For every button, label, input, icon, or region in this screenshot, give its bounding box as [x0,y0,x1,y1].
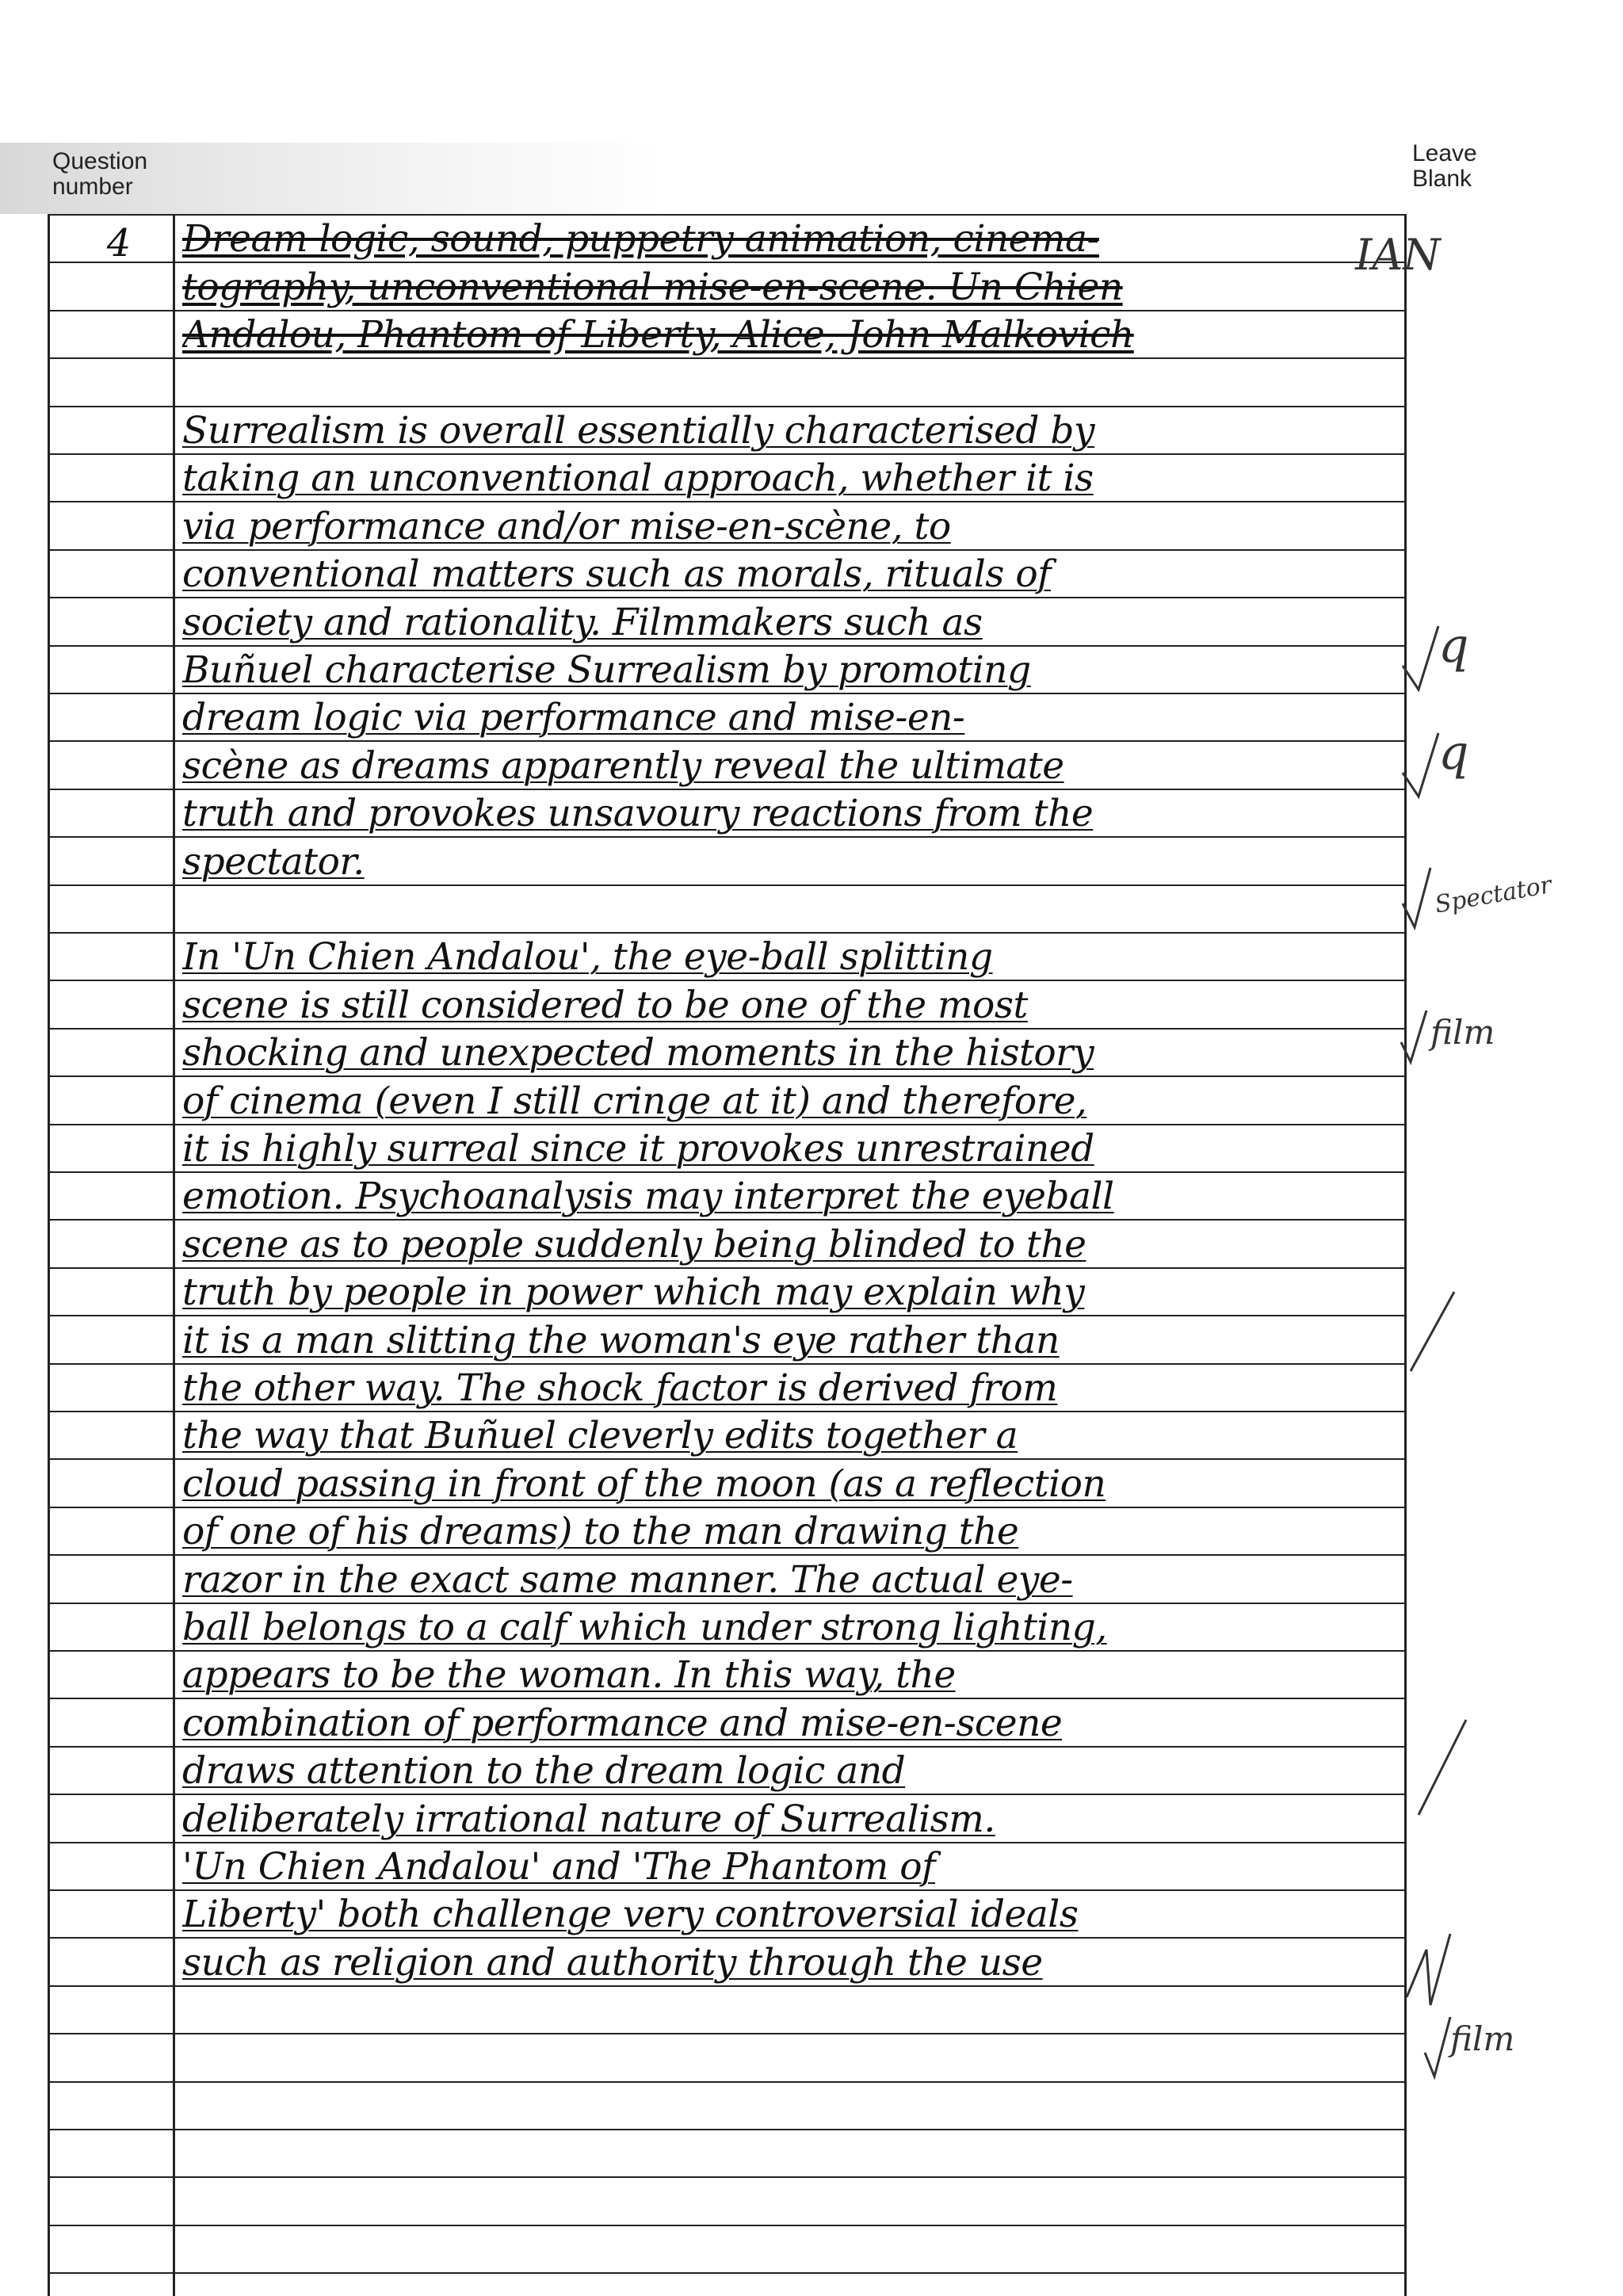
ruled-line [49,884,1406,886]
ruled-line [49,789,1406,790]
ruled-line [49,1554,1406,1556]
answer-line: scene as to people suddenly being blinded to the [182,1224,1086,1266]
number-label: number [52,173,133,200]
answer-line: ball belongs to a calf which under strong lighting, [182,1607,1107,1648]
ruled-line [49,1794,1406,1795]
ruled-line [49,1507,1406,1508]
answer-line: emotion. Psychoanalysis may interpret the eyeball [182,1176,1114,1217]
answer-line: via performance and/or mise-en-scène, to [182,506,951,548]
answer-line: of one of his dreams) to the man drawing the [182,1511,1019,1553]
ruled-line [49,2176,1406,2178]
ruled-line [49,1985,1406,1987]
left-border [48,214,50,2296]
tick-mark-icon [1407,1284,1470,1379]
ruled-line [49,1411,1406,1412]
answer-line: the other way. The shock factor is derived from [182,1368,1058,1409]
ruled-line [49,1937,1406,1939]
examiner-note-q1: q [1438,618,1469,674]
ruled-line [49,645,1406,647]
ruled-line [49,2129,1406,2130]
ruled-line [49,1603,1406,1604]
plan-line: Dream logic, sound, puppetry animation, cinema- [182,219,1099,260]
ruled-line [49,549,1406,551]
answer-line: the way that Buñuel cleverly edits together a [182,1415,1018,1457]
ruled-line [49,1267,1406,1269]
answer-line: such as religion and authority through the use [182,1943,1043,1984]
examiner-note-q2: q [1438,725,1469,781]
ruled-line [49,2272,1406,2274]
question-column-divider [173,214,175,2296]
ruled-line [49,1842,1406,1843]
answer-line: Surrealism is overall essentially characterised by [182,411,1095,452]
ruled-line [49,932,1406,934]
answer-line: it is highly surreal since it provokes unrestrained [182,1129,1094,1170]
ruled-line [49,453,1406,455]
ruled-line [49,262,1406,263]
leave-blank-header [1412,141,1477,191]
answer-line: draws attention to the dream logic and [182,1751,906,1792]
tick-mark-icon [1403,1918,1466,2013]
answer-line: cloud passing in front of the moon (as a reflection [182,1464,1106,1505]
answer-line: of cinema (even I still cringe at it) and therefore, [182,1081,1087,1122]
ruled-line [49,1650,1406,1652]
answer-line: Buñuel characterise Surrealism by promoting [182,650,1031,691]
ruled-line [49,2081,1406,2083]
ruled-line [49,1075,1406,1077]
ruled-line [49,1458,1406,1460]
answer-line: scène as dreams apparently reveal the ultimate [182,746,1064,787]
answer-line: combination of performance and mise-en-scene [182,1703,1063,1744]
answer-line: society and rationality. Filmmakers such as [182,602,983,644]
question-label: Question [52,148,148,174]
answer-line: conventional matters such as morals, rituals of [182,554,1052,595]
ruled-line [49,1889,1406,1891]
ruled-line [49,1124,1406,1125]
answer-line: shocking and unexpected moments in the history [182,1033,1094,1074]
ruled-line [49,406,1406,407]
ruled-line [49,1746,1406,1748]
plan-margin-note: IAN [1355,230,1441,280]
question-number: 4 [106,221,132,266]
ruled-line [49,1219,1406,1221]
ruled-line [49,357,1406,359]
answer-line: truth and provokes unsavoury reactions from the [182,793,1094,835]
ruled-line [49,2033,1406,2034]
tick-mark-icon [1415,1712,1478,1823]
examiner-note-spectator: Spectator [1433,871,1554,919]
ruled-line [49,310,1406,311]
plan-line: tography, unconventional mise-en-scene. Un Chien [182,267,1123,308]
answer-line: truth by people in power which may explain why [182,1272,1085,1313]
ruled-line [49,836,1406,838]
leave-label: Leave [1412,140,1477,166]
ruled-line [49,980,1406,981]
examiner-note-film-1: film [1430,1013,1495,1052]
ruled-line [49,740,1406,742]
answer-line: Liberty' both challenge very controversial ideals [182,1894,1079,1935]
ruled-line [49,1363,1406,1365]
answer-line: 'Un Chien Andalou' and 'The Phantom of [182,1847,935,1888]
ruled-line [49,1315,1406,1316]
answer-line: it is a man slitting the woman's eye rather than [182,1320,1060,1362]
answer-line: spectator. [182,842,365,883]
answer-line: dream logic via performance and mise-en- [182,697,965,739]
ruled-line [49,2225,1406,2226]
answer-line: razor in the exact same manner. The actual eye- [182,1560,1073,1601]
examiner-note-film-2: film [1450,2019,1515,2058]
ruled-line [49,1028,1406,1030]
plan-line: Andalou, Phantom of Liberty, Alice, John Malkovich [182,315,1134,356]
answer-line: scene is still considered to be one of the most [182,985,1028,1026]
answer-line: appears to be the woman. In this way, the [182,1655,956,1696]
answer-line: deliberately irrational nature of Surrealism. [182,1799,995,1840]
ruled-line [49,1698,1406,1699]
blank-label: Blank [1412,165,1472,192]
ruled-line [49,597,1406,598]
answer-line: In 'Un Chien Andalou', the eye-ball splitting [182,937,993,978]
ruled-line [49,501,1406,502]
question-number-header [52,149,147,199]
ruled-line [49,1171,1406,1173]
answer-line: taking an unconventional approach, whether it is [182,458,1094,499]
ruled-line [49,214,1406,216]
ruled-line [49,693,1406,694]
